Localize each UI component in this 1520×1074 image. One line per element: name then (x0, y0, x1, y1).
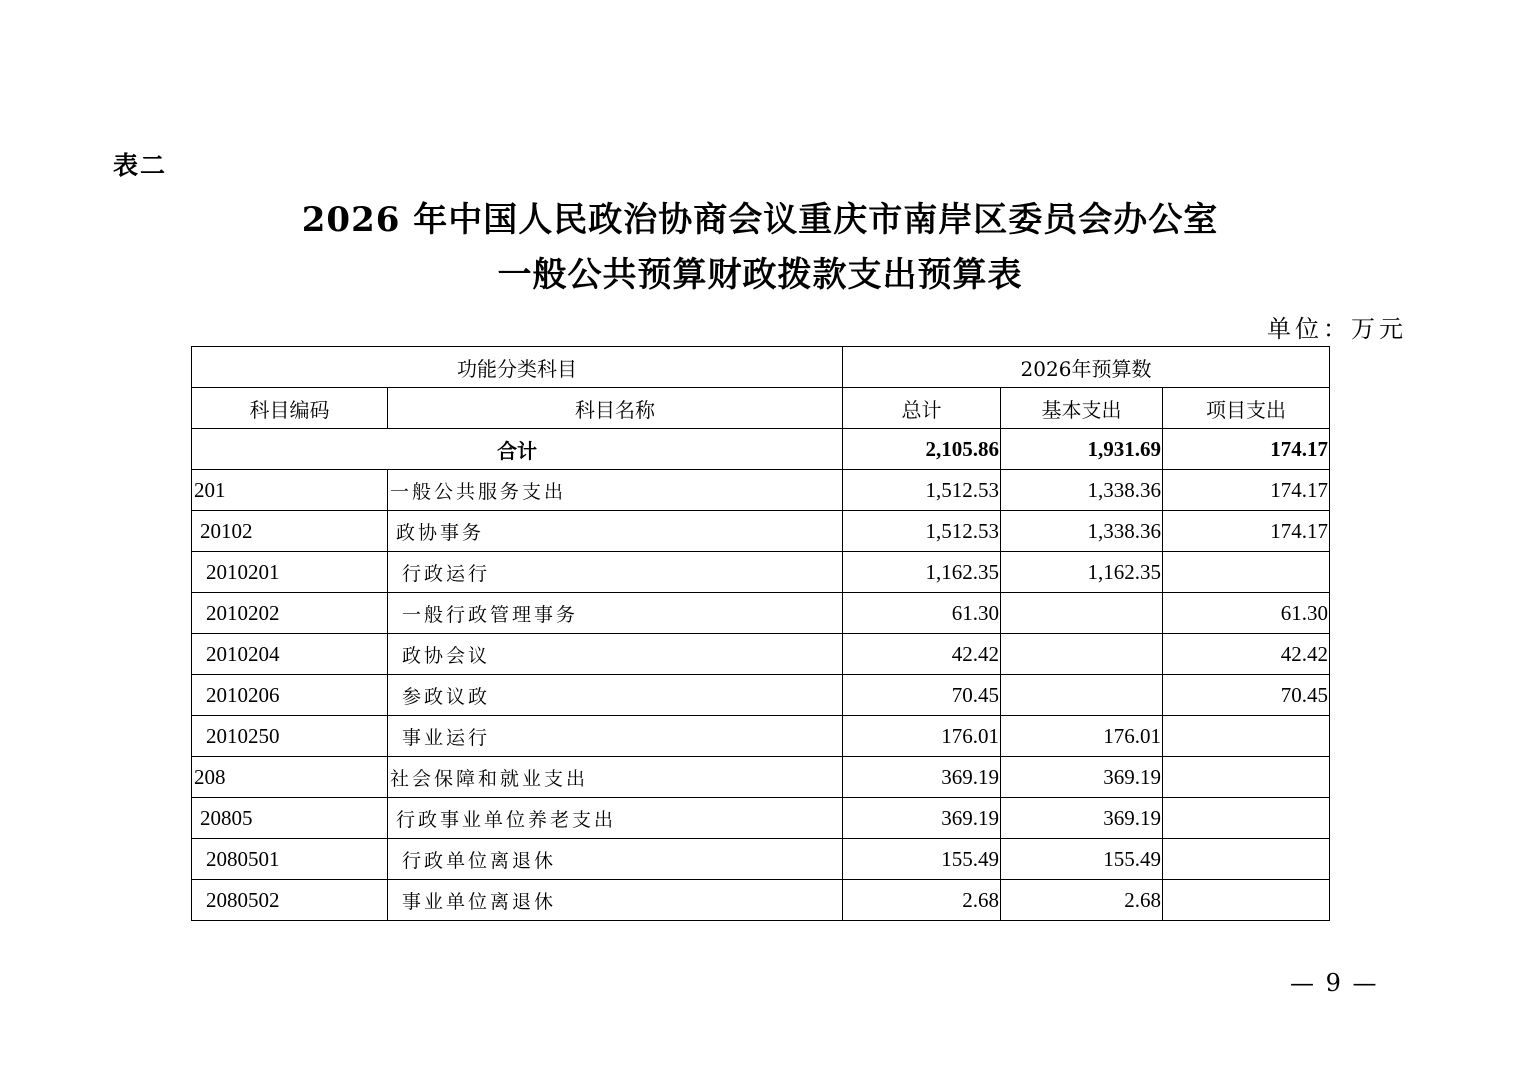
table-row (192, 839, 1330, 880)
row-basic: 1,338.36 (1001, 511, 1163, 552)
row-code: 2010202 (192, 593, 388, 634)
header-code: 科目编码 (192, 388, 388, 429)
table-row (192, 880, 1330, 921)
row-total: 42.42 (843, 634, 1001, 675)
row-project: 42.42 (1163, 634, 1330, 675)
document-title-line-1: 2026 年中国人民政治协商会议重庆市南岸区委员会办公室 (301, 200, 1219, 240)
row-project: 61.30 (1163, 593, 1330, 634)
row-code: 201 (192, 470, 388, 511)
row-name: 一般公共服务支出 (388, 470, 843, 511)
row-total: 369.19 (843, 798, 1001, 839)
table-label: 表二 (113, 151, 168, 180)
header-total: 总计 (843, 388, 1001, 429)
table-row (192, 757, 1330, 798)
row-project (1163, 880, 1330, 921)
row-code: 2010201 (192, 552, 388, 593)
row-code: 2080501 (192, 839, 388, 880)
row-name: 政协会议 (388, 634, 843, 675)
row-name: 一般行政管理事务 (388, 593, 843, 634)
table-row (192, 798, 1330, 839)
header-row-2 (192, 388, 1330, 429)
row-code: 208 (192, 757, 388, 798)
row-total: 1,162.35 (843, 552, 1001, 593)
header-project: 项目支出 (1163, 388, 1330, 429)
document-title-line-2: 一般公共预算财政拨款支出预算表 (497, 255, 1023, 295)
row-basic: 1,162.35 (1001, 552, 1163, 593)
total-total: 2,105.86 (843, 429, 1001, 470)
table-row (192, 716, 1330, 757)
row-name: 政协事务 (388, 511, 843, 552)
row-code: 2010250 (192, 716, 388, 757)
row-project: 174.17 (1163, 470, 1330, 511)
header-basic: 基本支出 (1001, 388, 1163, 429)
row-total: 1,512.53 (843, 470, 1001, 511)
total-basic: 1,931.69 (1001, 429, 1163, 470)
header-budget-year: 2026年预算数 (843, 347, 1330, 388)
row-project (1163, 716, 1330, 757)
row-total: 176.01 (843, 716, 1001, 757)
row-basic: 176.01 (1001, 716, 1163, 757)
row-basic: 369.19 (1001, 798, 1163, 839)
row-code: 2010206 (192, 675, 388, 716)
table-row (192, 552, 1330, 593)
page-number: — 9 — (1290, 969, 1379, 997)
row-code: 2010204 (192, 634, 388, 675)
row-basic (1001, 675, 1163, 716)
row-total: 1,512.53 (843, 511, 1001, 552)
row-code: 2080502 (192, 880, 388, 921)
table-row (192, 511, 1330, 552)
table-row (192, 675, 1330, 716)
unit-label: 单位：万元 (1267, 315, 1407, 343)
total-label: 合计 (192, 429, 843, 470)
row-total: 369.19 (843, 757, 1001, 798)
row-name: 社会保障和就业支出 (388, 757, 843, 798)
row-project: 70.45 (1163, 675, 1330, 716)
row-basic: 369.19 (1001, 757, 1163, 798)
row-name: 事业单位离退休 (388, 880, 843, 921)
row-name: 事业运行 (388, 716, 843, 757)
row-total: 2.68 (843, 880, 1001, 921)
header-category: 功能分类科目 (192, 347, 843, 388)
row-basic: 1,338.36 (1001, 470, 1163, 511)
row-name: 行政单位离退休 (388, 839, 843, 880)
table-row (192, 470, 1330, 511)
row-project (1163, 552, 1330, 593)
row-basic (1001, 634, 1163, 675)
row-code: 20805 (192, 798, 388, 839)
row-basic: 155.49 (1001, 839, 1163, 880)
row-total: 61.30 (843, 593, 1001, 634)
total-row (192, 429, 1330, 470)
header-row-1 (192, 347, 1330, 388)
row-project (1163, 798, 1330, 839)
row-name: 参政议政 (388, 675, 843, 716)
row-project: 174.17 (1163, 511, 1330, 552)
row-name: 行政事业单位养老支出 (388, 798, 843, 839)
header-name: 科目名称 (388, 388, 843, 429)
row-project (1163, 839, 1330, 880)
table-row (192, 593, 1330, 634)
row-basic (1001, 593, 1163, 634)
row-total: 70.45 (843, 675, 1001, 716)
total-project: 174.17 (1163, 429, 1330, 470)
row-basic: 2.68 (1001, 880, 1163, 921)
row-total: 155.49 (843, 839, 1001, 880)
budget-table (191, 346, 1330, 921)
row-code: 20102 (192, 511, 388, 552)
table-row (192, 634, 1330, 675)
row-name: 行政运行 (388, 552, 843, 593)
row-project (1163, 757, 1330, 798)
